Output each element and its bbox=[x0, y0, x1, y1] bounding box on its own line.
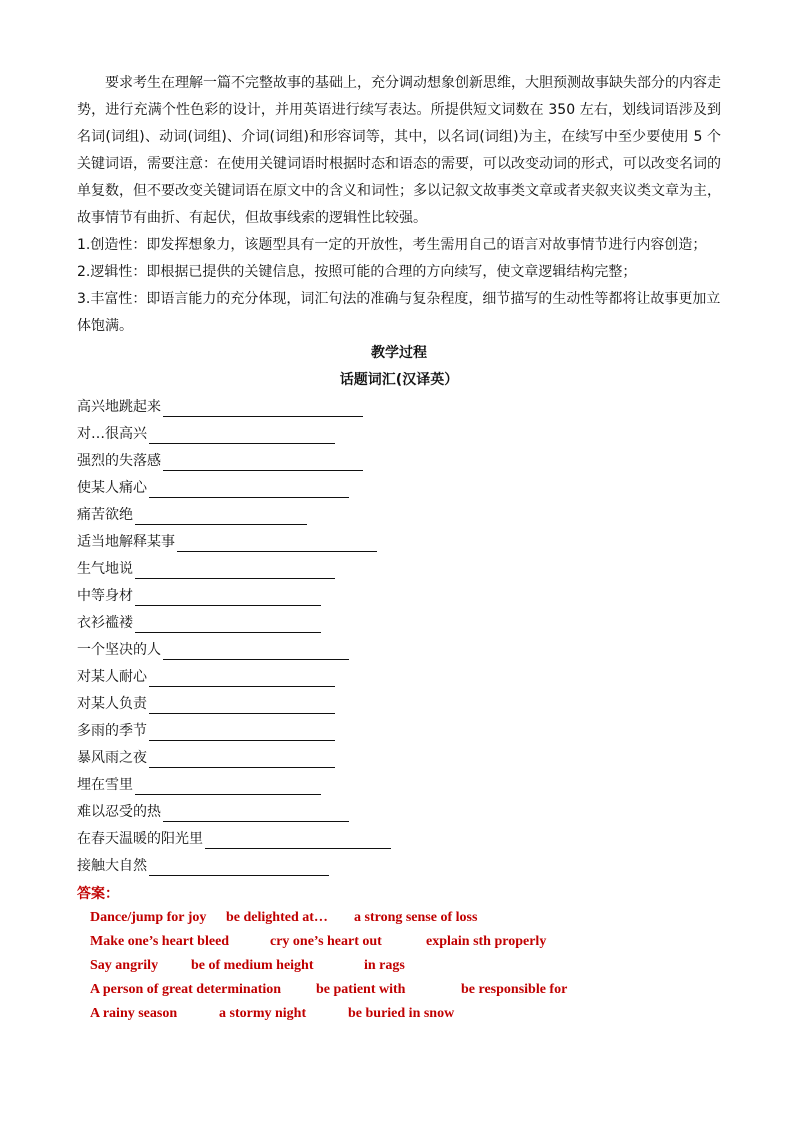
vocab-list bbox=[77, 394, 721, 880]
vocab-item bbox=[77, 583, 721, 610]
point-logic: 2.逻辑性：即根据已提供的关键信息，按照可能的合理的方向续写，使文章逻辑结构完整； bbox=[77, 264, 637, 280]
answer-blank[interactable] bbox=[163, 801, 349, 822]
vocab-prompt: 高兴地跳起来 bbox=[77, 399, 161, 415]
vocab-prompt: 痛苦欲绝 bbox=[77, 507, 133, 523]
answer-item: a strong sense of loss bbox=[354, 910, 478, 925]
answer-blank[interactable] bbox=[163, 396, 363, 417]
answer-row bbox=[77, 954, 721, 978]
vocab-item bbox=[77, 610, 721, 637]
vocab-item bbox=[77, 745, 721, 772]
answer-row bbox=[77, 1002, 721, 1026]
intro-paragraph bbox=[77, 70, 721, 232]
answer-item: be of medium height bbox=[191, 958, 314, 973]
vocab-item bbox=[77, 772, 721, 799]
answer-row bbox=[77, 978, 721, 1002]
vocab-item bbox=[77, 556, 721, 583]
answer-blank[interactable] bbox=[149, 693, 335, 714]
vocab-prompt: 对…很高兴 bbox=[77, 426, 147, 442]
point-creativity: 1.创造性：即发挥想象力，该题型具有一定的开放性，考生需用自己的语言对故事情节进行内容创造； bbox=[77, 237, 707, 253]
vocab-prompt: 使某人痛心 bbox=[77, 480, 147, 496]
answer-blank[interactable] bbox=[177, 531, 377, 552]
answers-label: 答案： bbox=[77, 886, 119, 902]
vocab-item bbox=[77, 718, 721, 745]
answer-item: in rags bbox=[364, 958, 405, 973]
vocab-item bbox=[77, 853, 721, 880]
vocab-item bbox=[77, 502, 721, 529]
answer-blank[interactable] bbox=[149, 720, 335, 741]
answer-item: A rainy season bbox=[90, 1006, 178, 1021]
vocab-item bbox=[77, 691, 721, 718]
answer-blank[interactable] bbox=[149, 747, 335, 768]
vocab-prompt: 接触大自然 bbox=[77, 858, 147, 874]
answer-item: cry one’s heart out bbox=[270, 934, 382, 949]
answer-item: be patient with bbox=[316, 982, 406, 997]
vocab-item bbox=[77, 448, 721, 475]
answer-blank[interactable] bbox=[135, 585, 321, 606]
answer-item: explain sth properly bbox=[426, 934, 547, 949]
answers-list bbox=[77, 906, 721, 1026]
vocab-item bbox=[77, 799, 721, 826]
vocab-item bbox=[77, 421, 721, 448]
answer-blank[interactable] bbox=[135, 774, 321, 795]
vocab-item bbox=[77, 529, 721, 556]
vocab-prompt: 中等身材 bbox=[77, 588, 133, 604]
point-richness: 3.丰富性：即语言能力的充分体现，词汇句法的准确与复杂程度，细节描写的生动性等都将让故事更加立体饱满。 bbox=[77, 291, 721, 334]
answer-blank[interactable] bbox=[163, 450, 363, 471]
vocab-prompt: 埋在雪里 bbox=[77, 777, 133, 793]
vocab-item bbox=[77, 394, 721, 421]
answer-item: be responsible for bbox=[461, 982, 568, 997]
answer-blank[interactable] bbox=[149, 423, 335, 444]
vocab-prompt: 难以忍受的热 bbox=[77, 804, 161, 820]
vocab-item bbox=[77, 826, 721, 853]
answer-blank[interactable] bbox=[135, 504, 307, 525]
answer-blank[interactable] bbox=[135, 558, 335, 579]
answer-blank[interactable] bbox=[205, 828, 391, 849]
vocab-prompt: 在春天温暖的阳光里 bbox=[77, 831, 203, 847]
subsection-title: 话题词汇(汉译英） bbox=[339, 372, 459, 388]
vocab-prompt: 对某人负责 bbox=[77, 696, 147, 712]
vocab-prompt: 多雨的季节 bbox=[77, 723, 147, 739]
answer-blank[interactable] bbox=[149, 477, 349, 498]
vocab-item bbox=[77, 475, 721, 502]
vocab-prompt: 生气地说 bbox=[77, 561, 133, 577]
answer-item: Say angrily bbox=[90, 958, 159, 973]
answer-blank[interactable] bbox=[149, 666, 335, 687]
answer-item: A person of great determination bbox=[90, 982, 282, 997]
answer-blank[interactable] bbox=[135, 612, 321, 633]
answer-blank[interactable] bbox=[149, 855, 329, 876]
answer-blank[interactable] bbox=[163, 639, 349, 660]
answer-item: be delighted at… bbox=[226, 910, 328, 925]
vocab-prompt: 暴风雨之夜 bbox=[77, 750, 147, 766]
vocab-prompt: 衣衫褴褛 bbox=[77, 615, 133, 631]
vocab-prompt: 一个坚决的人 bbox=[77, 642, 161, 658]
vocab-prompt: 适当地解释某事 bbox=[77, 534, 175, 550]
answer-row bbox=[77, 906, 721, 930]
answer-item: be buried in snow bbox=[348, 1006, 455, 1021]
vocab-prompt: 强烈的失落感 bbox=[77, 453, 161, 469]
answer-item: Dance/jump for joy bbox=[90, 910, 207, 925]
intro-text: 要求考生在理解一篇不完整故事的基础上，充分调动想象创新思维，大胆预测故事缺失部分的内容走势，进行充满个性色彩的设计，并用英语进行续写表达。所提供短文词数在 350 左右，划线词语涉及到名词(词组)、动词(词组)、介词(词组)和形容词等，其中，以名词(词组)为主，在续写中至少要使用 5 个关键词语，需要注意：在使用关键词语时根据时态和语态的需要，可以改变动词的形式，可以改变名词的单复数，但不要改变关键词语在原文中的含义和词性；多以记叙文故事类文章或者夹叙夹议类文章为主，故事情节有曲折、有起伏，但故事线索的逻辑性比较强。 bbox=[77, 75, 721, 226]
answer-item: Make one’s heart bleed bbox=[90, 934, 230, 949]
vocab-item bbox=[77, 664, 721, 691]
document-page bbox=[77, 70, 721, 1026]
answer-row bbox=[77, 930, 721, 954]
answer-item: a stormy night bbox=[219, 1006, 307, 1021]
vocab-prompt: 对某人耐心 bbox=[77, 669, 147, 685]
vocab-item bbox=[77, 637, 721, 664]
section-title: 教学过程 bbox=[371, 345, 427, 361]
